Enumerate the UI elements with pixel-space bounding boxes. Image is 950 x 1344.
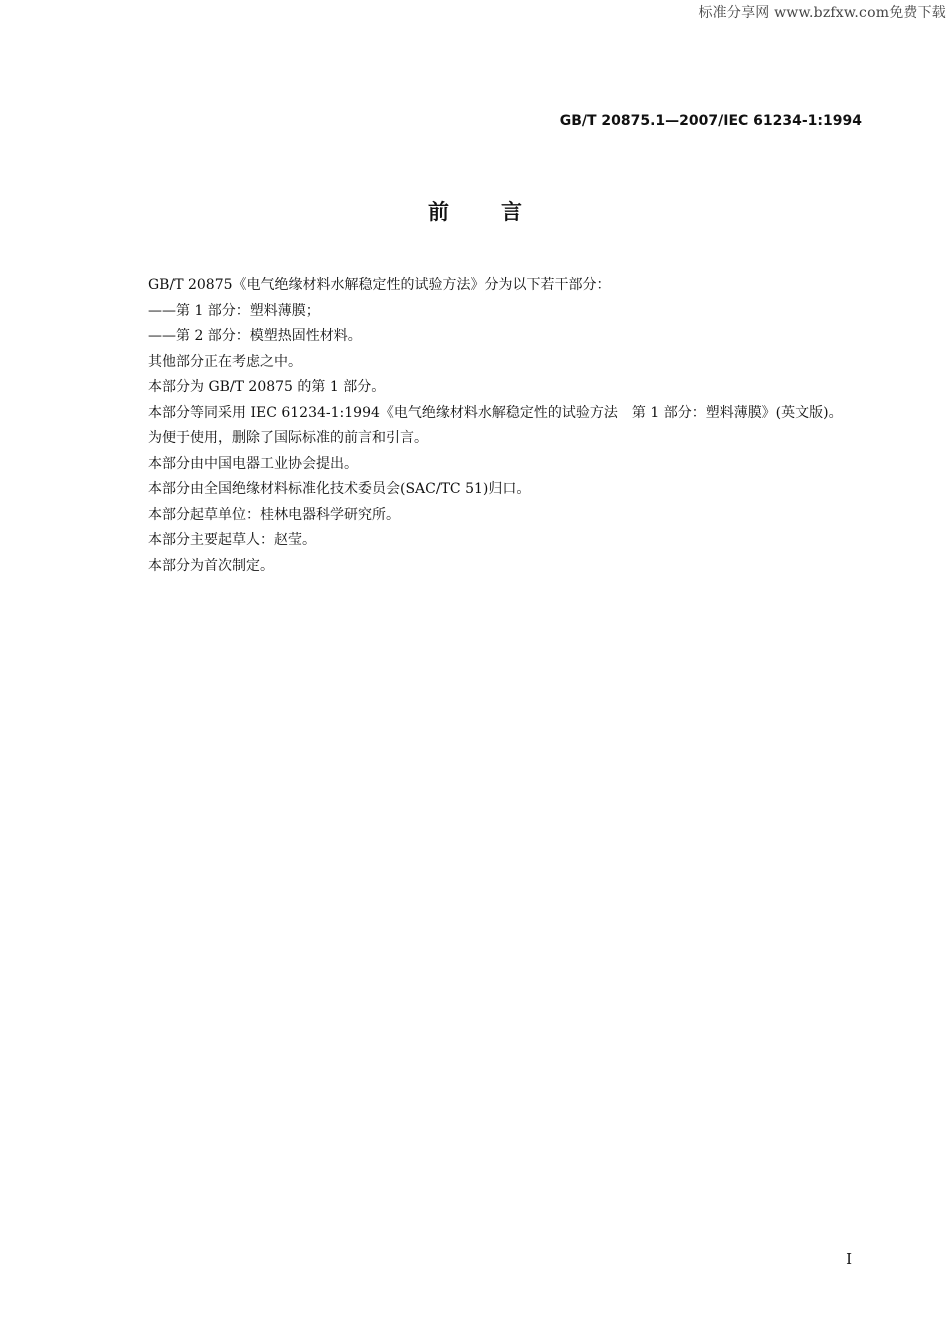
paragraph-other-parts: 其他部分正在考虑之中。: [148, 353, 302, 370]
paragraph-equivalence: 本部分等同采用 IEC 61234-1:1994《电气绝缘材料水解稳定性的试验方法 第 1 部分：塑料薄膜》(英文版)。: [148, 404, 843, 421]
standard-number: GB/T 20875.1—2007/IEC 61234-1:1994: [559, 113, 862, 129]
foreword-body: [117, 273, 867, 579]
page-title: 前言: [428, 200, 574, 224]
paragraph-drafting-unit: 本部分起草单位：桂林电器科学研究所。: [148, 506, 400, 523]
paragraph-first-edition: 本部分为首次制定。: [148, 557, 274, 574]
paragraph-drafters: 本部分主要起草人：赵莹。: [148, 532, 316, 548]
paragraph-part-1: ——第 1 部分：塑料薄膜；: [148, 302, 320, 319]
paragraph-part-2: ——第 2 部分：模塑热固性材料。: [148, 328, 362, 344]
paragraph-committee: 本部分由全国绝缘材料标准化技术委员会(SAC/TC 51)归口。: [148, 481, 531, 497]
paragraph-this-part: 本部分为 GB/T 20875 的第 1 部分。: [148, 379, 386, 395]
paragraph-deletion: 为便于使用，删除了国际标准的前言和引言。: [148, 430, 428, 446]
paragraph-proposer: 本部分由中国电器工业协会提出。: [148, 455, 358, 472]
page-number: I: [846, 1250, 852, 1268]
watermark-text: 标准分享网 www.bzfxw.com免费下载: [698, 5, 946, 21]
paragraph-series-intro: GB/T 20875《电气绝缘材料水解稳定性的试验方法》分为以下若干部分：: [148, 277, 611, 293]
